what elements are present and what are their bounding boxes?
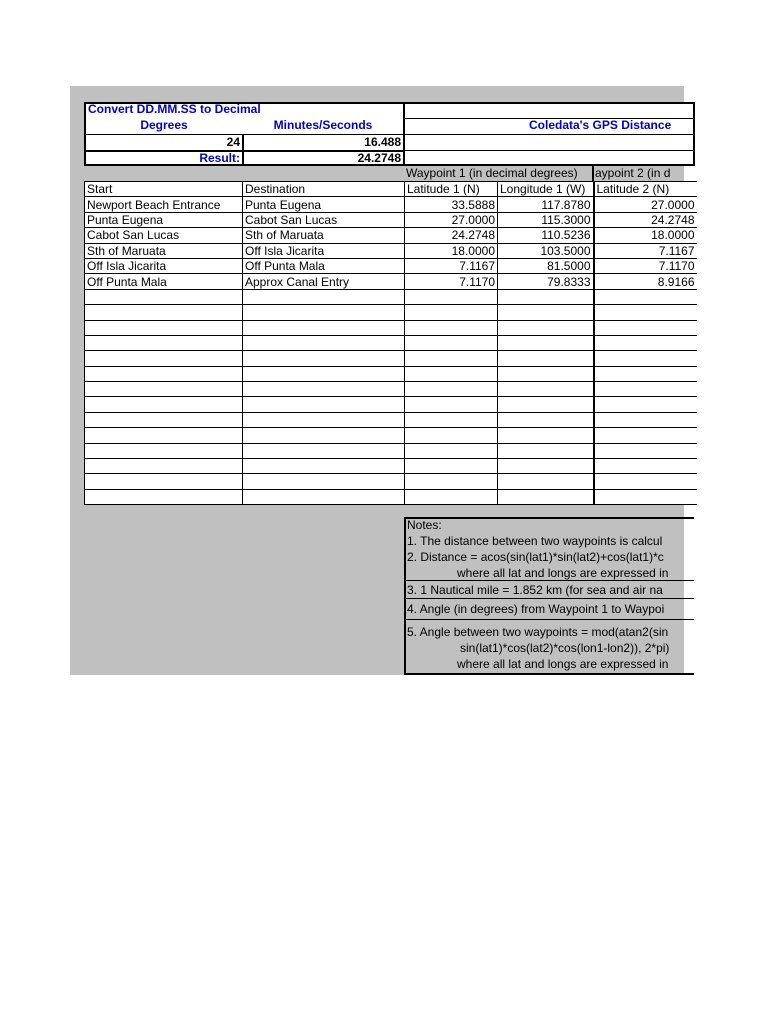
cell-latitude-2[interactable]: 7.1170	[594, 258, 697, 273]
cell-start[interactable]: Newport Beach Entrance	[85, 197, 243, 212]
cell-latitude-1[interactable]	[405, 335, 498, 350]
cell-longitude-1[interactable]	[498, 459, 594, 474]
cell-start[interactable]: Cabot San Lucas	[85, 228, 243, 243]
table-row	[85, 228, 697, 243]
cell-latitude-2[interactable]	[594, 289, 697, 304]
table-row-empty	[85, 489, 697, 504]
table-header-row	[85, 182, 697, 197]
cell-latitude-1[interactable]	[405, 428, 498, 443]
cell-latitude-1[interactable]	[405, 320, 498, 335]
cell-latitude-2[interactable]	[594, 443, 697, 458]
cell-destination[interactable]	[243, 428, 405, 443]
cell-destination[interactable]	[243, 366, 405, 381]
cell-latitude-1[interactable]: 7.1167	[405, 258, 498, 273]
cell-latitude-2[interactable]: 18.0000	[594, 228, 697, 243]
note-2a: 2. Distance = acos(sin(lat1)*sin(lat2)+cos(lat1)*c	[407, 550, 664, 564]
cell-start[interactable]	[85, 489, 243, 504]
waypoint2-header: aypoint 2 (in d	[595, 166, 671, 180]
cell-latitude-1[interactable]	[405, 305, 498, 320]
cell-latitude-2[interactable]	[594, 366, 697, 381]
cell-latitude-1[interactable]: 33.5888	[405, 197, 498, 212]
cell-longitude-1[interactable]: 115.3000	[498, 212, 594, 227]
cell-start[interactable]	[85, 335, 243, 350]
cell-start[interactable]: Off Isla Jicarita	[85, 258, 243, 273]
cell-start[interactable]	[85, 366, 243, 381]
cell-destination[interactable]	[243, 289, 405, 304]
cell-destination[interactable]	[243, 459, 405, 474]
cell-latitude-2[interactable]: 27.0000	[594, 197, 697, 212]
waypoint1-header: Waypoint 1 (in decimal degrees)	[406, 166, 578, 180]
cell-latitude-2[interactable]: 8.9166	[594, 274, 697, 289]
cell-longitude-1[interactable]: 81.5000	[498, 258, 594, 273]
table-row-empty	[85, 320, 697, 335]
result-label: Result:	[199, 151, 240, 165]
cell-start[interactable]	[85, 382, 243, 397]
cell-destination[interactable]	[243, 351, 405, 366]
table-row	[85, 258, 697, 273]
cell-longitude-1[interactable]	[498, 382, 594, 397]
cell-destination[interactable]	[243, 397, 405, 412]
cell-destination[interactable]: Off Isla Jicarita	[243, 243, 405, 258]
cell-start[interactable]: Off Punta Mala	[85, 274, 243, 289]
cell-start[interactable]: Sth of Maruata	[85, 243, 243, 258]
spreadsheet-area	[70, 86, 695, 675]
cell-latitude-1[interactable]	[405, 366, 498, 381]
table-row-empty	[85, 443, 697, 458]
table-row-empty	[85, 351, 697, 366]
cell-destination[interactable]: Off Punta Mala	[243, 258, 405, 273]
note-5a: 5. Angle between two waypoints = mod(atan2(sin	[407, 625, 669, 639]
cell-destination[interactable]	[243, 320, 405, 335]
cell-start[interactable]: Punta Eugena	[85, 212, 243, 227]
note-5c: where all lat and longs are expressed in	[457, 657, 669, 671]
header-latitude-2[interactable]: Latitude 2 (N)	[594, 182, 697, 197]
table-row-empty	[85, 366, 697, 381]
gps-title: Coledata's GPS Distance	[529, 118, 672, 132]
cell-start[interactable]	[85, 428, 243, 443]
cell-latitude-2[interactable]	[594, 489, 697, 504]
cell-latitude-2[interactable]: 7.1167	[594, 243, 697, 258]
degrees-input[interactable]: 24	[226, 135, 240, 149]
cell-latitude-2[interactable]	[594, 459, 697, 474]
cell-start[interactable]	[85, 443, 243, 458]
cell-longitude-1[interactable]	[498, 335, 594, 350]
note-4: 4. Angle (in degrees) from Waypoint 1 to Waypoi	[407, 602, 665, 616]
cell-latitude-2[interactable]: 24.2748	[594, 212, 697, 227]
header-start[interactable]: Start	[85, 182, 243, 197]
cell-latitude-2[interactable]	[594, 305, 697, 320]
table-row-empty	[85, 289, 697, 304]
table-row-empty	[85, 459, 697, 474]
cell-latitude-1[interactable]	[405, 289, 498, 304]
cell-latitude-1[interactable]	[405, 474, 498, 489]
cell-longitude-1[interactable]	[498, 289, 594, 304]
cell-start[interactable]	[85, 412, 243, 427]
note-3: 3. 1 Nautical mile = 1.852 km (for sea and air na	[407, 583, 663, 597]
table-row-empty	[85, 382, 697, 397]
cell-longitude-1[interactable]: 79.8333	[498, 274, 594, 289]
cell-start[interactable]	[85, 320, 243, 335]
table-row-empty	[85, 412, 697, 427]
note-1: 1. The distance between two waypoints is calcul	[407, 534, 663, 548]
cell-longitude-1[interactable]	[498, 351, 594, 366]
cell-latitude-1[interactable]: 24.2748	[405, 228, 498, 243]
cell-latitude-2[interactable]	[594, 351, 697, 366]
cell-latitude-1[interactable]	[405, 443, 498, 458]
cell-destination[interactable]: Cabot San Lucas	[243, 212, 405, 227]
cell-longitude-1[interactable]	[498, 397, 594, 412]
table-row-empty	[85, 428, 697, 443]
cell-destination[interactable]	[243, 335, 405, 350]
cell-latitude-1[interactable]: 18.0000	[405, 243, 498, 258]
cell-destination[interactable]	[243, 443, 405, 458]
notes-heading: Notes:	[407, 518, 442, 532]
cell-destination[interactable]: Sth of Maruata	[243, 228, 405, 243]
minutes-seconds-input[interactable]: 16.488	[364, 135, 401, 149]
note-5b: sin(lat1)*cos(lat2)*cos(lon1-lon2)), 2*pi)	[460, 641, 670, 655]
cell-latitude-1[interactable]	[405, 459, 498, 474]
cell-longitude-1[interactable]	[498, 320, 594, 335]
cell-longitude-1[interactable]: 110.5236	[498, 228, 594, 243]
cell-destination[interactable]: Approx Canal Entry	[243, 274, 405, 289]
cell-destination[interactable]	[243, 382, 405, 397]
table-row	[85, 197, 697, 212]
cell-latitude-1[interactable]	[405, 382, 498, 397]
result-value: 24.2748	[357, 151, 401, 165]
cell-latitude-1[interactable]: 27.0000	[405, 212, 498, 227]
cell-destination[interactable]	[243, 305, 405, 320]
cell-longitude-1[interactable]	[498, 474, 594, 489]
cell-latitude-1[interactable]	[405, 489, 498, 504]
cell-latitude-2[interactable]	[594, 320, 697, 335]
cell-latitude-1[interactable]	[405, 351, 498, 366]
cell-latitude-2[interactable]	[594, 335, 697, 350]
cell-latitude-2[interactable]	[594, 474, 697, 489]
cell-latitude-2[interactable]	[594, 397, 697, 412]
cell-start[interactable]	[85, 459, 243, 474]
table-row-empty	[85, 305, 697, 320]
table-row	[85, 243, 697, 258]
degrees-header: Degrees	[140, 118, 188, 132]
cell-destination[interactable]	[243, 412, 405, 427]
converter-title: Convert DD.MM.SS to Decimal	[88, 102, 261, 116]
cell-longitude-1[interactable]	[498, 366, 594, 381]
cell-latitude-2[interactable]	[594, 428, 697, 443]
table-row	[85, 212, 697, 227]
cell-start[interactable]	[85, 474, 243, 489]
cell-destination[interactable]: Punta Eugena	[243, 197, 405, 212]
cell-longitude-1[interactable]	[498, 428, 594, 443]
cell-latitude-1[interactable]	[405, 397, 498, 412]
cell-longitude-1[interactable]	[498, 412, 594, 427]
header-latitude-1[interactable]: Latitude 1 (N)	[405, 182, 498, 197]
table-row-empty	[85, 335, 697, 350]
cell-longitude-1[interactable]: 117.8780	[498, 197, 594, 212]
cell-latitude-1[interactable]	[405, 412, 498, 427]
cell-start[interactable]	[85, 305, 243, 320]
table-row-empty	[85, 397, 697, 412]
cell-latitude-2[interactable]	[594, 382, 697, 397]
minutes-seconds-header: Minutes/Seconds	[273, 118, 373, 132]
cell-start[interactable]	[85, 289, 243, 304]
cell-longitude-1[interactable]: 103.5000	[498, 243, 594, 258]
cell-destination[interactable]	[243, 489, 405, 504]
cell-longitude-1[interactable]	[498, 305, 594, 320]
cell-latitude-1[interactable]: 7.1170	[405, 274, 498, 289]
note-2b: where all lat and longs are expressed in	[457, 566, 669, 580]
cell-start[interactable]	[85, 397, 243, 412]
cell-longitude-1[interactable]	[498, 443, 594, 458]
table-row-empty	[85, 474, 697, 489]
table-row	[85, 274, 697, 289]
cell-latitude-2[interactable]	[594, 412, 697, 427]
cell-destination[interactable]	[243, 474, 405, 489]
header-destination[interactable]: Destination	[243, 182, 405, 197]
cell-start[interactable]	[85, 351, 243, 366]
waypoint-table	[84, 181, 697, 505]
header-longitude-1[interactable]: Longitude 1 (W)	[498, 182, 594, 197]
cell-longitude-1[interactable]	[498, 489, 594, 504]
